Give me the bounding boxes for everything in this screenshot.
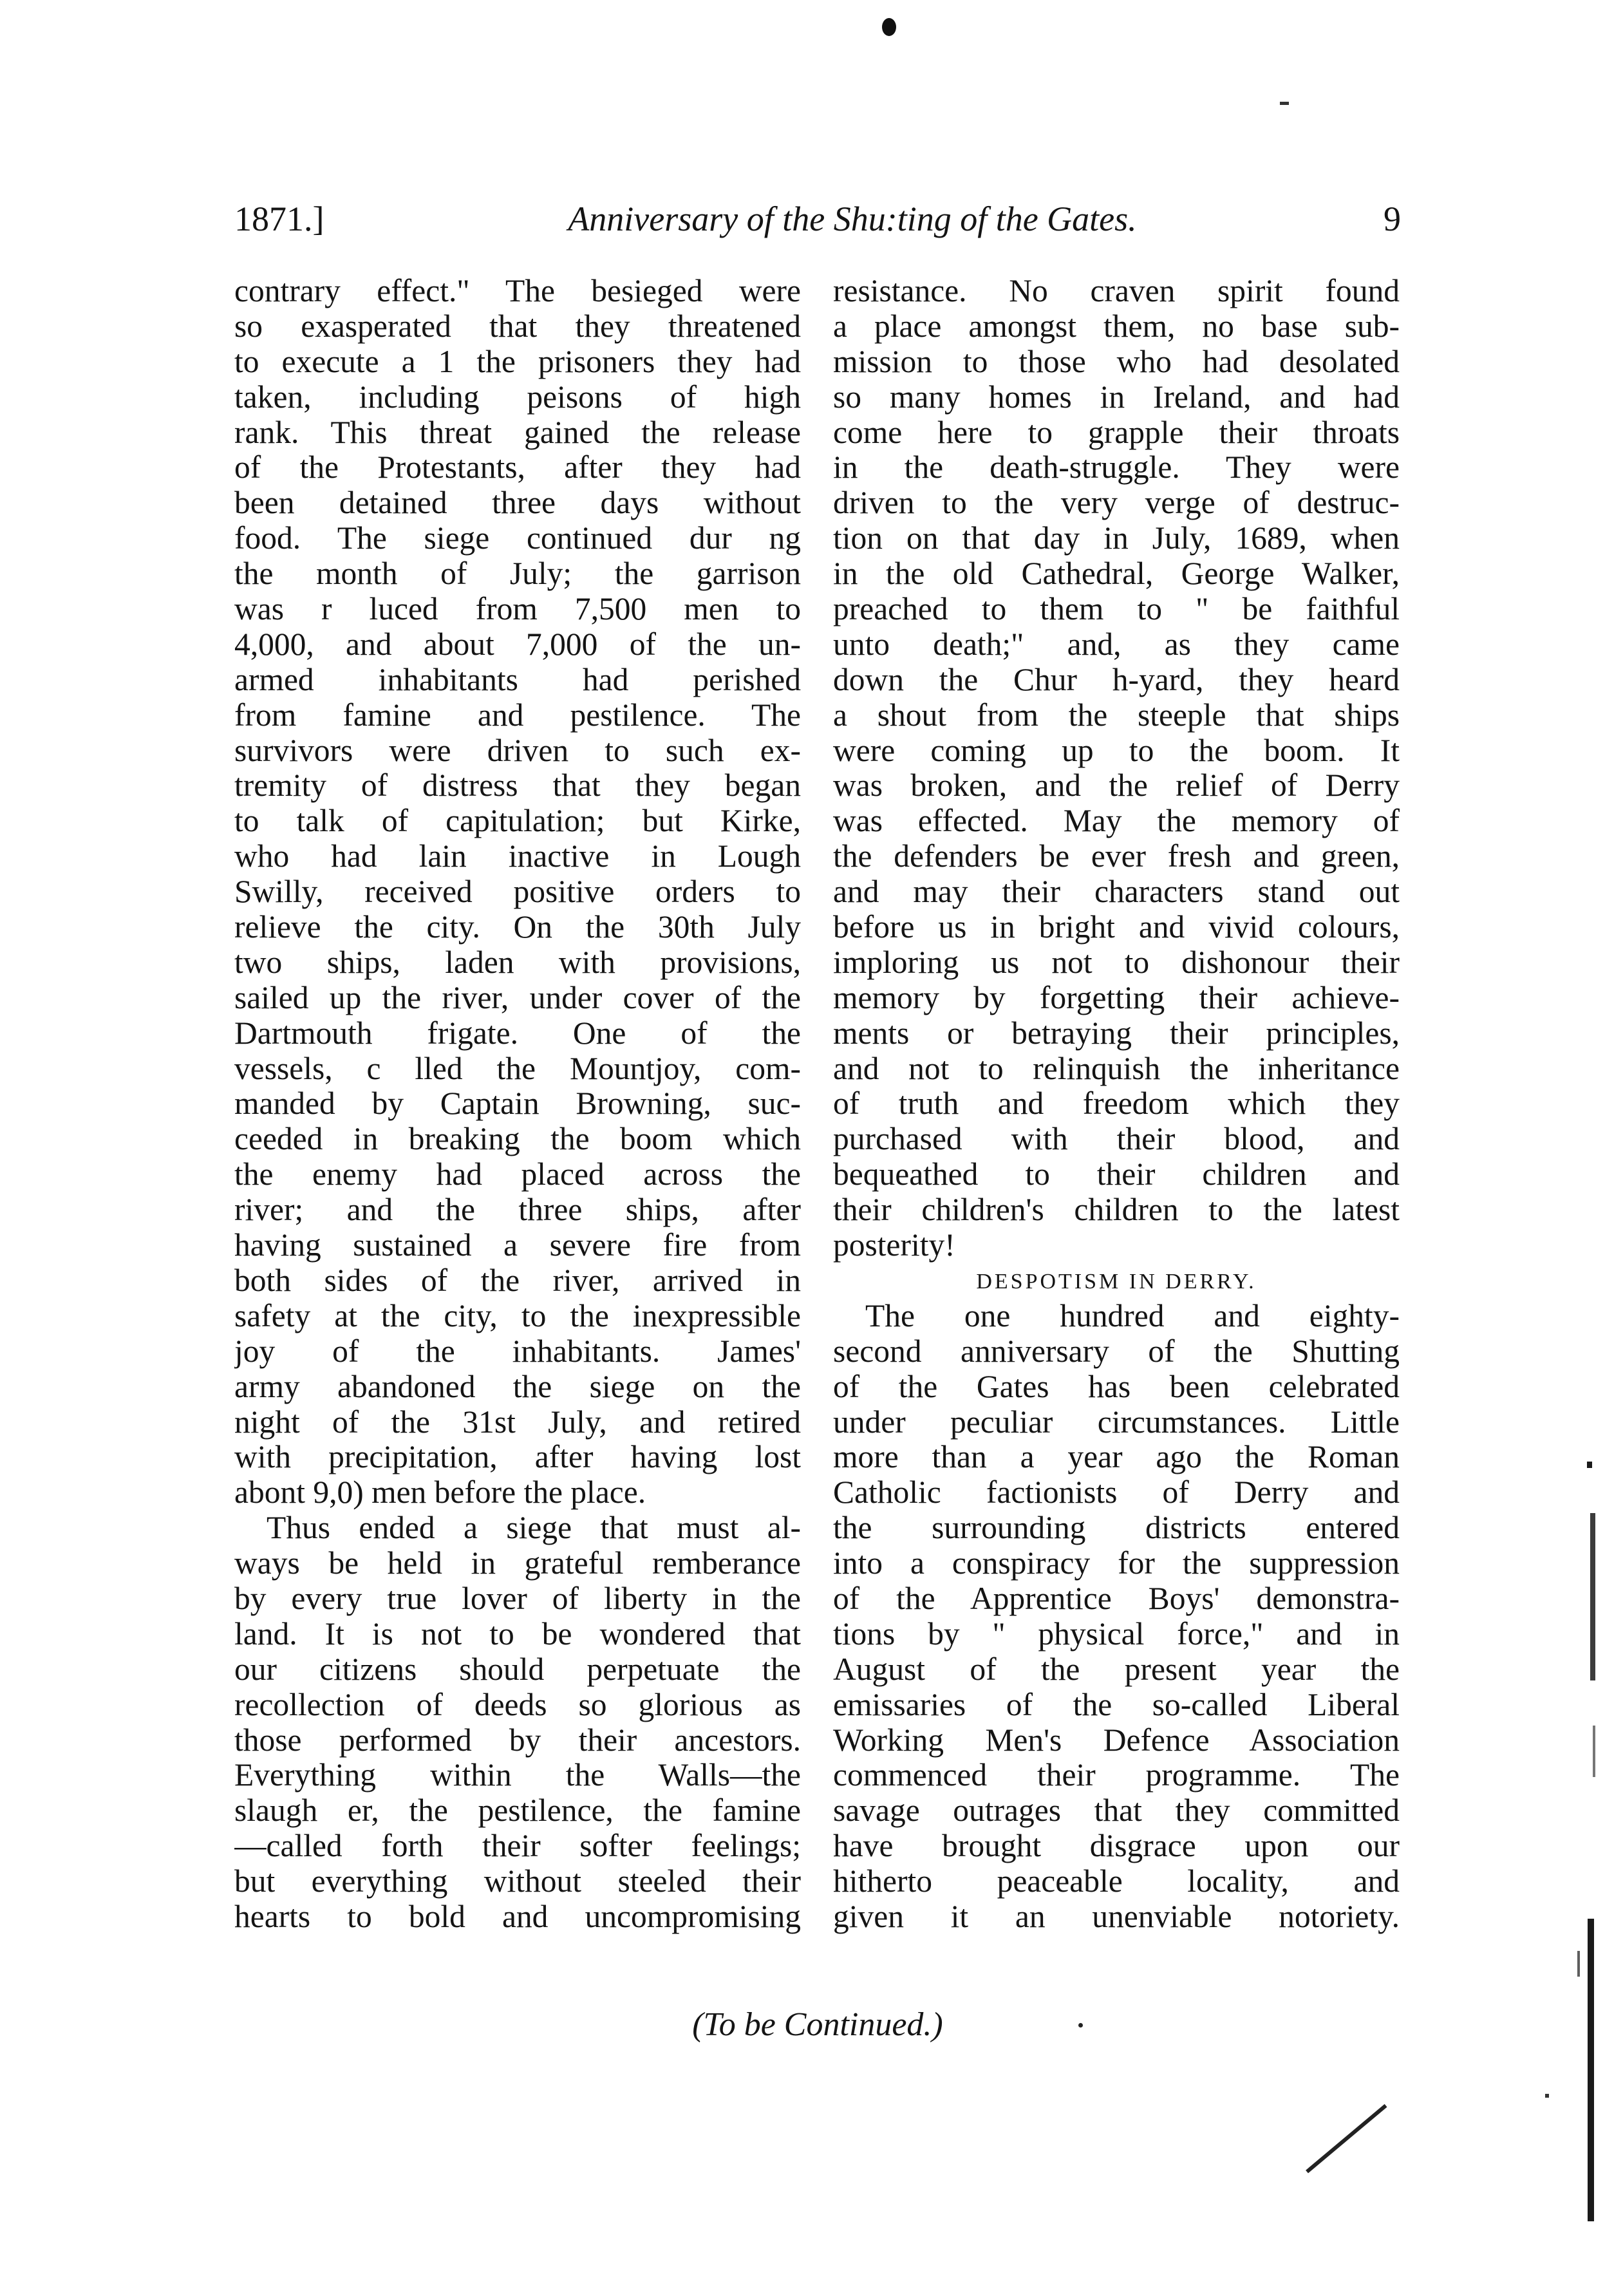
text-line: resistance. No craven spirit found	[833, 274, 1400, 308]
text-line: been detained three days without	[234, 485, 801, 521]
text-line: of the Apprentice Boys' demonstra-	[833, 1581, 1400, 1616]
text-line: tions by " physical force," and in	[833, 1616, 1400, 1651]
text-line: Thus ended a siege that must al-	[267, 1510, 801, 1546]
text-line: Swilly, received positive orders to	[234, 874, 801, 910]
text-line: recollection of deeds so glorious as	[234, 1687, 801, 1722]
text-line: their children's children to the latest	[833, 1192, 1400, 1228]
text-line: sailed up the river, under cover of the	[234, 980, 801, 1015]
text-line: the defenders be ever fresh and green,	[833, 839, 1400, 874]
text-line: having sustained a severe fire from	[234, 1228, 801, 1263]
text-line: so exasperated that they threatened	[234, 308, 801, 344]
text-line: slaugh er, the pestilence, the famine	[234, 1793, 801, 1829]
text-line: army abandoned the siege on the	[234, 1369, 801, 1404]
text-line: ments or betraying their principles,	[833, 1015, 1400, 1051]
text-line: a place amongst them, no base sub-	[833, 308, 1400, 344]
section-heading: DESPOTISM IN DERRY.	[976, 1269, 1257, 1294]
text-line: Dartmouth frigate. One of the	[234, 1015, 801, 1051]
text-line: night of the 31st July, and retired	[234, 1404, 801, 1440]
running-head	[234, 193, 1401, 245]
text-line: the month of July; the garrison	[234, 556, 801, 592]
text-line: and not to relinquish the inheritance	[833, 1051, 1400, 1086]
text-line: ways be held in grateful remberance	[234, 1546, 801, 1581]
text-line: have brought disgrace upon our	[833, 1829, 1400, 1864]
text-line: taken, including peisons of high	[234, 379, 801, 415]
text-line: two ships, laden with provisions,	[234, 945, 801, 980]
scan-edge-mark	[1588, 1919, 1594, 2221]
text-line: given it an unenviable notoriety.	[833, 1899, 1400, 1934]
scan-edge-mark	[1593, 1726, 1595, 1777]
text-line: abont 9,0) men before the place.	[234, 1475, 646, 1510]
running-head-title: Anniversary of the Shu:ting of the Gates.	[568, 200, 1137, 238]
text-line: tion on that day in July, 1689, when	[833, 521, 1400, 556]
text-line: who had lain inactive in Lough	[234, 839, 801, 874]
text-line: armed inhabitants had perished	[234, 662, 801, 697]
text-line: in the death-struggle. They were	[833, 450, 1400, 485]
text-line: The one hundred and eighty-	[865, 1298, 1400, 1333]
text-line: so many homes in Ireland, and had	[833, 379, 1400, 415]
pen-stroke-mark	[1306, 2104, 1387, 2173]
text-line: the enemy had placed across the	[234, 1157, 801, 1192]
text-line: safety at the city, to the inexpressible	[234, 1298, 801, 1333]
text-line: purchased with their blood, and	[833, 1122, 1400, 1157]
text-line: by every true lover of liberty in the	[234, 1581, 801, 1616]
text-line: ceeded in breaking the boom which	[234, 1122, 801, 1157]
text-line: —called forth their softer feelings;	[234, 1829, 801, 1864]
text-line: emissaries of the so-called Liberal	[833, 1687, 1400, 1722]
text-line: food. The siege continued dur ng	[234, 521, 801, 556]
text-line: commenced their programme. The	[833, 1758, 1400, 1793]
scan-edge-mark	[1590, 1513, 1595, 1680]
text-line: 4,000, and about 7,000 of the un-	[234, 626, 801, 662]
text-line: of truth and freedom which they	[833, 1086, 1400, 1122]
text-line: were coming up to the boom. It	[833, 733, 1400, 768]
text-line: joy of the inhabitants. James'	[234, 1333, 801, 1369]
scan-edge-mark	[1587, 1462, 1592, 1468]
text-line: Working Men's Defence Association	[833, 1722, 1400, 1758]
text-line: river; and the three ships, after	[234, 1192, 801, 1228]
text-line: and may their characters stand out	[833, 874, 1400, 910]
text-line: more than a year ago the Roman	[833, 1440, 1400, 1475]
text-line: with precipitation, after having lost	[234, 1440, 801, 1475]
ink-speck	[1078, 2023, 1083, 2028]
text-line: hearts to bold and uncompromising	[234, 1899, 801, 1934]
text-line: imploring us not to dishonour their	[833, 945, 1400, 980]
text-line: to execute a 1 the prisoners they had	[234, 344, 801, 379]
text-line: down the Chur h-yard, they heard	[833, 662, 1400, 697]
text-line: mission to those who had desolated	[833, 344, 1400, 379]
running-head-year: 1871.]	[234, 200, 324, 238]
right-column	[833, 274, 1400, 1935]
page-number: 9	[1384, 200, 1401, 238]
text-line: the surrounding districts entered	[833, 1510, 1400, 1546]
text-line: but everything without steeled their	[234, 1864, 801, 1899]
text-line: was effected. May the memory of	[833, 804, 1400, 839]
text-line: posterity!	[833, 1228, 955, 1263]
text-line: was broken, and the relief of Derry	[833, 768, 1400, 804]
text-line: vessels, c lled the Mountjoy, com-	[234, 1051, 801, 1086]
text-line: August of the present year the	[833, 1651, 1400, 1687]
ink-speck	[882, 18, 896, 36]
text-line: our citizens should perpetuate the	[234, 1651, 801, 1687]
text-line: in the old Cathedral, George Walker,	[833, 556, 1400, 592]
text-line: tremity of distress that they began	[234, 768, 801, 804]
ink-speck	[1280, 102, 1289, 105]
text-line: of the Protestants, after they had	[234, 450, 801, 485]
text-line: relieve the city. On the 30th July	[234, 910, 801, 945]
text-line: preached to them to " be faithful	[833, 592, 1400, 627]
text-line: second anniversary of the Shutting	[833, 1333, 1400, 1369]
to-be-continued-note: (To be Continued.)	[692, 2006, 943, 2043]
ink-speck	[1545, 2094, 1549, 2098]
text-line: hitherto peaceable locality, and	[833, 1864, 1400, 1899]
text-line: bequeathed to their children and	[833, 1157, 1400, 1192]
text-line: land. It is not to be wondered that	[234, 1616, 801, 1651]
text-line: rank. This threat gained the release	[234, 415, 801, 450]
text-line: manded by Captain Browning, suc-	[234, 1086, 801, 1122]
text-line: both sides of the river, arrived in	[234, 1263, 801, 1298]
text-line: come here to grapple their throats	[833, 415, 1400, 450]
text-line: into a conspiracy for the suppression	[833, 1546, 1400, 1581]
text-line: a shout from the steeple that ships	[833, 697, 1400, 733]
text-line: Catholic factionists of Derry and	[833, 1475, 1400, 1510]
text-line: unto death;" and, as they came	[833, 626, 1400, 662]
text-line: from famine and pestilence. The	[234, 697, 801, 733]
text-line: contrary effect." The besieged were	[234, 274, 801, 308]
text-line: Everything within the Walls—the	[234, 1758, 801, 1793]
text-line: savage outrages that they committed	[833, 1793, 1400, 1829]
text-line: of the Gates has been celebrated	[833, 1369, 1400, 1404]
text-line: was r luced from 7,500 men to	[234, 592, 801, 627]
text-line: before us in bright and vivid colours,	[833, 910, 1400, 945]
text-line: survivors were driven to such ex-	[234, 733, 801, 768]
text-line: to talk of capitulation; but Kirke,	[234, 804, 801, 839]
scan-edge-mark	[1577, 1951, 1580, 1977]
text-line: those performed by their ancestors.	[234, 1722, 801, 1758]
text-line: driven to the very verge of destruc-	[833, 485, 1400, 521]
left-column	[234, 274, 801, 1935]
text-line: memory by forgetting their achieve-	[833, 980, 1400, 1015]
text-line: under peculiar circumstances. Little	[833, 1404, 1400, 1440]
